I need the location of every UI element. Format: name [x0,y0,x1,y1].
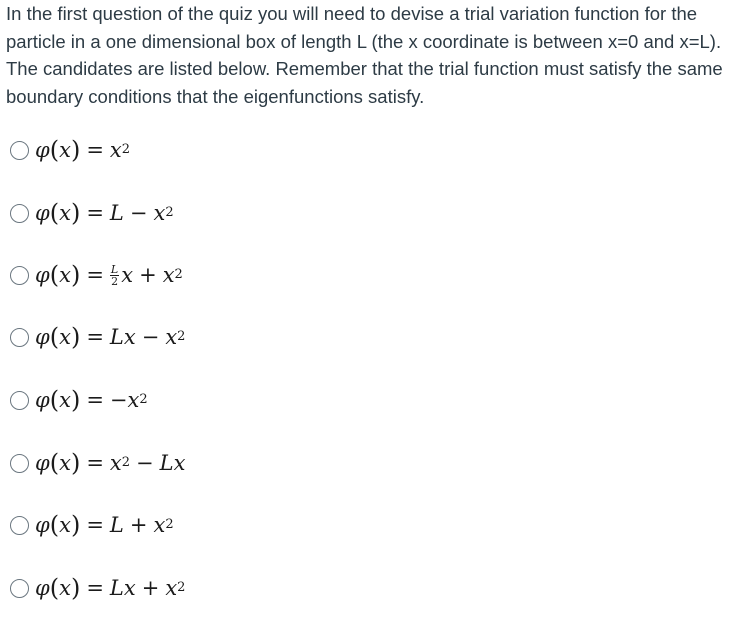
radio-button[interactable] [10,328,29,347]
radio-button[interactable] [10,579,29,598]
answer-option-1[interactable] [10,130,130,170]
answer-formula: φ ( x ) = L x − x 2 [35,323,186,351]
fraction-l-over-2: $\frac{L}{2}$ [110,262,119,288]
answer-formula: φ ( x ) = L x + x 2 [35,574,186,602]
radio-button[interactable] [10,454,29,473]
answer-formula: φ ( x ) = x 2 [35,136,131,164]
answer-option-7[interactable] [10,505,174,545]
answer-formula: φ ( x ) = L − x 2 [35,199,174,227]
radio-button[interactable] [10,204,29,223]
answer-formula: φ ( x ) = $\frac{L}{2}$ x + x 2 [35,261,183,289]
radio-button[interactable] [10,391,29,410]
radio-button[interactable] [10,266,29,285]
answer-option-2[interactable] [10,193,174,233]
answer-option-8[interactable] [10,568,185,608]
answer-formula: φ ( x ) = L + x 2 [35,511,174,539]
question-text: In the first question of the quiz you will need to devise a trial variation function for the particle in a one dimensional box of length L (the x coordinate is between x=0 and x=L). The candidates are listed below. Remember that the trial function must satisfy the same boundary conditions that the eigenfunctions satisfy. [6,3,723,107]
answer-option-6[interactable] [10,443,185,483]
radio-button[interactable] [10,141,29,160]
answer-option-3[interactable] [10,255,183,295]
answer-formula: φ ( x ) = x 2 − L x [35,449,186,477]
answer-formula: φ ( x ) = − x 2 [35,386,148,414]
answer-option-5[interactable] [10,380,148,420]
radio-button[interactable] [10,516,29,535]
answer-option-4[interactable] [10,317,185,357]
